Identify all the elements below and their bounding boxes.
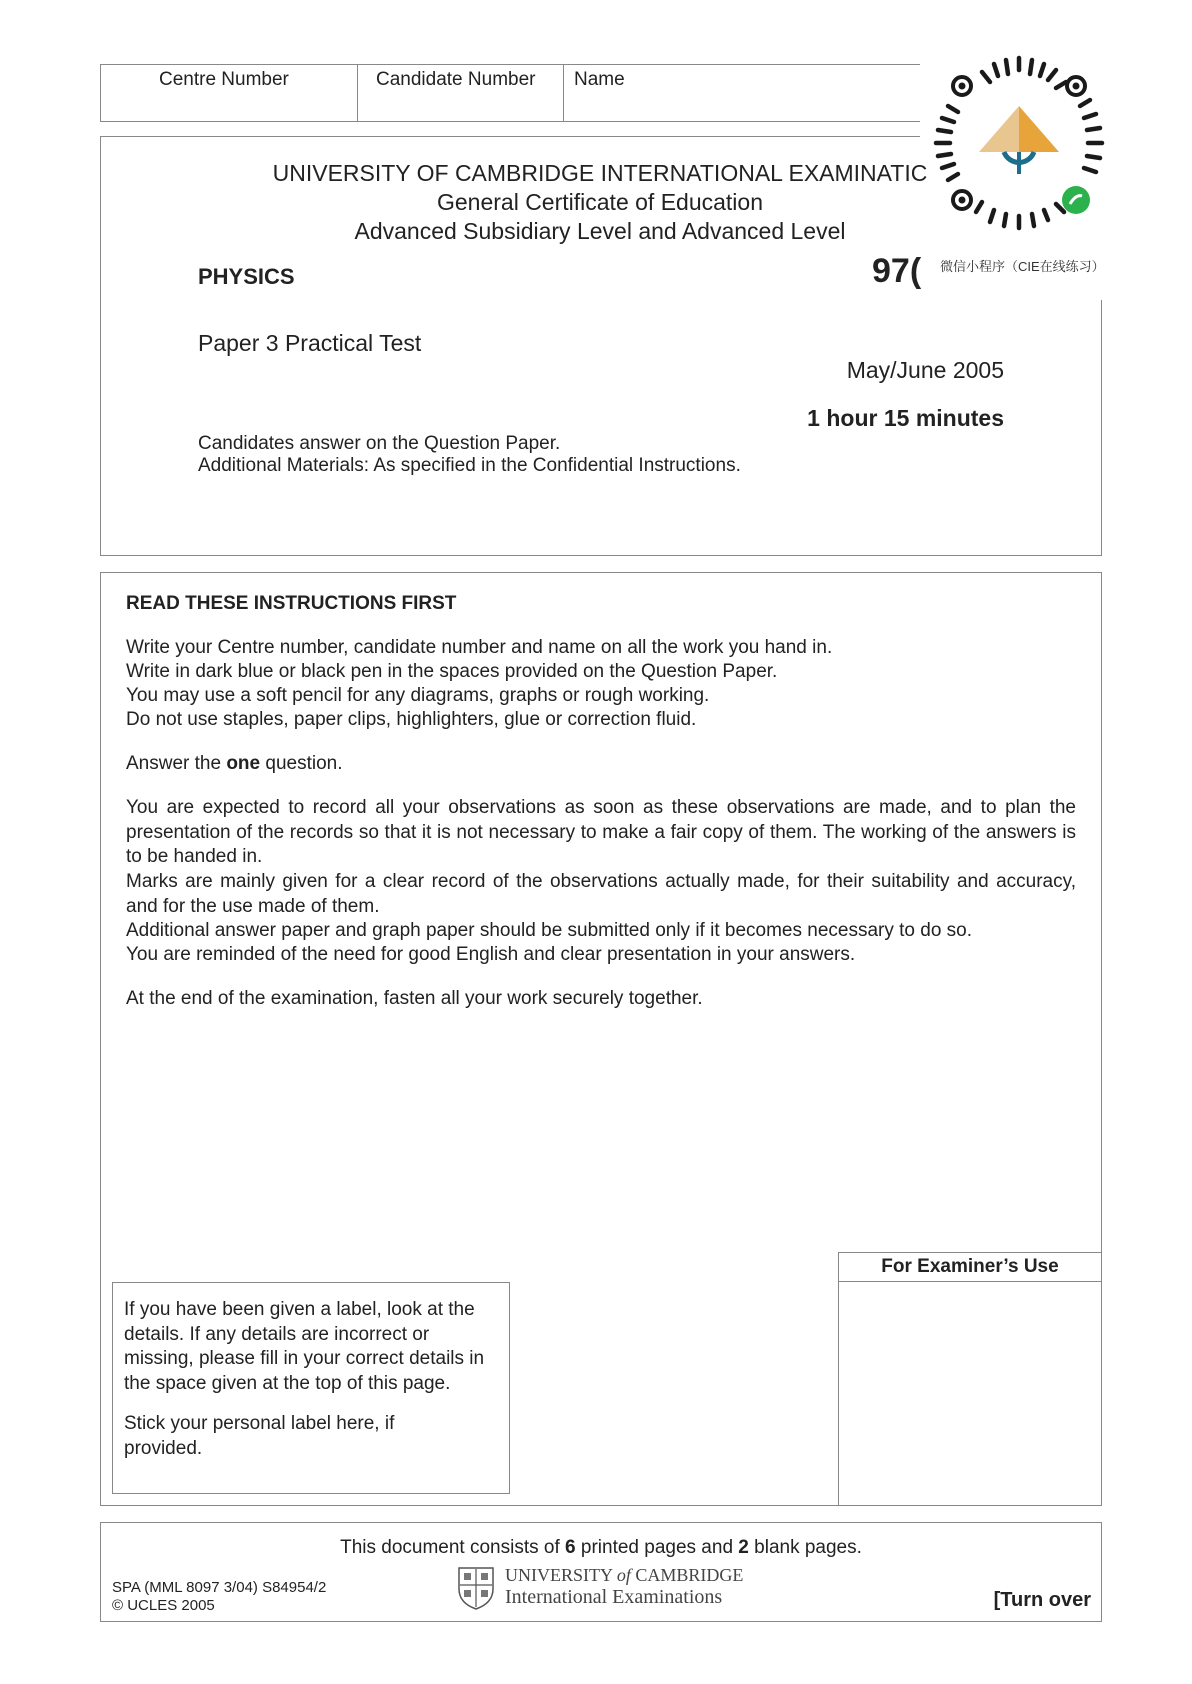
cambridge-logo-line-1: UNIVERSITY of CAMBRIDGE xyxy=(505,1565,744,1585)
exam-board-title: UNIVERSITY OF CAMBRIDGE INTERNATIONAL EXAMINATIC xyxy=(272,160,928,186)
certificate-title: General Certificate of Education xyxy=(436,189,763,215)
title-block-right-border xyxy=(1101,300,1102,556)
footer-block xyxy=(100,1522,1102,1622)
personal-label-box xyxy=(112,1282,510,1494)
candidate-details-row xyxy=(100,64,920,122)
centre-number-label: Centre Number xyxy=(159,69,289,90)
level-title: Advanced Subsidiary Level and Advanced Level xyxy=(354,218,846,244)
paper-code: 97( xyxy=(872,252,922,290)
instruction-line: Write in dark blue or black pen in the spaces provided on the Question Paper. xyxy=(126,661,778,682)
cambridge-crest-icon xyxy=(456,1565,496,1611)
turn-over-label: [Turn over xyxy=(993,1589,1091,1611)
divider xyxy=(357,65,358,121)
instructions-heading: READ THESE INSTRUCTIONS FIRST xyxy=(126,593,457,614)
page-count-line: This document consists of 6 printed pages and 2 blank pages. xyxy=(340,1537,862,1558)
fasten-work-line: At the end of the examination, fasten all your work securely together. xyxy=(126,988,703,1009)
instruction-line: Do not use staples, paper clips, highlighters, glue or correction fluid. xyxy=(126,709,697,730)
stick-label-text: Stick your personal label here, if provided. xyxy=(124,1413,395,1459)
document-reference: SPA (MML 8097 3/04) S84954/2 xyxy=(112,1579,327,1596)
exam-duration: 1 hour 15 minutes xyxy=(807,405,1004,431)
exam-session: May/June 2005 xyxy=(846,357,1004,383)
subject-title: PHYSICS xyxy=(198,264,295,289)
qr-caption: 微信小程序（CIE在线练习） xyxy=(940,259,1105,274)
mini-program-qr-code xyxy=(924,48,1114,238)
examiner-use-header: For Examiner’s Use xyxy=(839,1253,1101,1282)
materials-line-2: Additional Materials: As specified in the Confidential Instructions. xyxy=(198,455,741,476)
name-label: Name xyxy=(574,69,625,90)
instruction-line: You may use a soft pencil for any diagrams, graphs or rough working. xyxy=(126,685,710,706)
divider xyxy=(563,65,564,121)
cambridge-logo-line-2: International Examinations xyxy=(505,1586,723,1608)
record-paragraph: You are expected to record all your observations as soon as these observations are made, and to plan the presentation of the records so that it is not necessary to make a fair copy of them. The working of the answers is to be handed in. xyxy=(126,797,1076,867)
marks-paragraph: Marks are mainly given for a clear record of the observations actually made, for their suitability and accuracy, and for the use made of them. xyxy=(126,871,1076,917)
good-english-line: You are reminded of the need for good English and clear presentation in your answers. xyxy=(126,944,856,965)
examiner-use-box xyxy=(838,1252,1102,1506)
materials-line-1: Candidates answer on the Question Paper. xyxy=(198,433,561,454)
answer-instruction: Answer the one question. xyxy=(126,753,343,774)
label-instructions: If you have been given a label, look at the details. If any details are incorrect or missing, please fill in your correct details in the space given at the top of this page. xyxy=(124,1299,485,1394)
additional-paper-line: Additional answer paper and graph paper should be submitted only if it becomes necessary to do so. xyxy=(126,920,973,941)
paper-title: Paper 3 Practical Test xyxy=(198,330,422,356)
copyright: © UCLES 2005 xyxy=(112,1597,215,1614)
candidate-number-label: Candidate Number xyxy=(376,69,536,90)
instruction-line: Write your Centre number, candidate number and name on all the work you hand in. xyxy=(126,637,833,658)
